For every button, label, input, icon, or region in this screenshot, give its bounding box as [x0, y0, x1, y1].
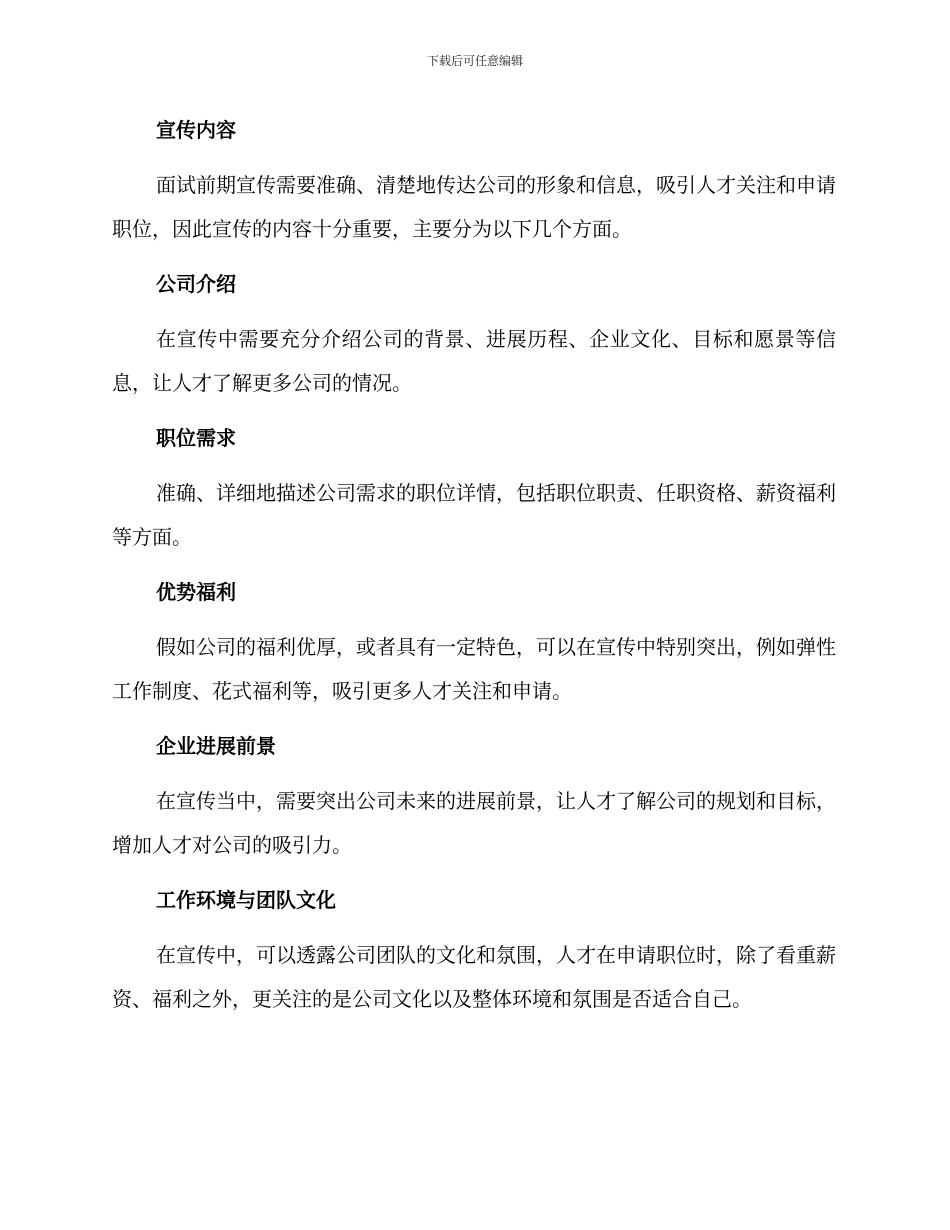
section-paragraph-team-culture: 在宣传中，可以透露公司团队的文化和氛围，人才在申请职位时，除了看重薪资、福利之外，更关注的是公司文化以及整体环境和氛围是否适合自己。: [112, 943, 836, 1011]
section-paragraph-job-requirements: 准确、详细地描述公司需求的职位详情，包括职位职责、任职资格、薪资福利等方面。: [112, 481, 836, 549]
section-paragraph-promotion-content: 面试前期宣传需要准确、清楚地传达公司的形象和信息，吸引人才关注和申请职位，因此宣传的内容十分重要，主要分为以下几个方面。: [112, 173, 836, 241]
section-heading-promotion-content: 宣传内容: [156, 118, 236, 142]
section-paragraph-company-intro: 在宣传中需要充分介绍公司的背景、进展历程、企业文化、目标和愿景等信息，让人才了解更多公司的情况。: [112, 327, 836, 395]
section-heading-team-culture: 工作环境与团队文化: [156, 888, 336, 912]
section-heading-company-intro: 公司介绍: [156, 272, 236, 296]
section-paragraph-development-prospects: 在宣传当中，需要突出公司未来的进展前景，让人才了解公司的规划和目标，增加人才对公司的吸引力。: [112, 789, 836, 857]
document-body: [112, 110, 836, 1021]
section-heading-development-prospects: 企业进展前景: [156, 734, 276, 758]
section-heading-job-requirements: 职位需求: [156, 426, 236, 450]
page-header: 下载后可任意编辑: [426, 54, 523, 68]
section-heading-benefits: 优势福利: [156, 580, 236, 604]
section-paragraph-benefits: 假如公司的福利优厚，或者具有一定特色，可以在宣传中特别突出，例如弹性工作制度、花式福利等，吸引更多人才关注和申请。: [112, 635, 836, 703]
